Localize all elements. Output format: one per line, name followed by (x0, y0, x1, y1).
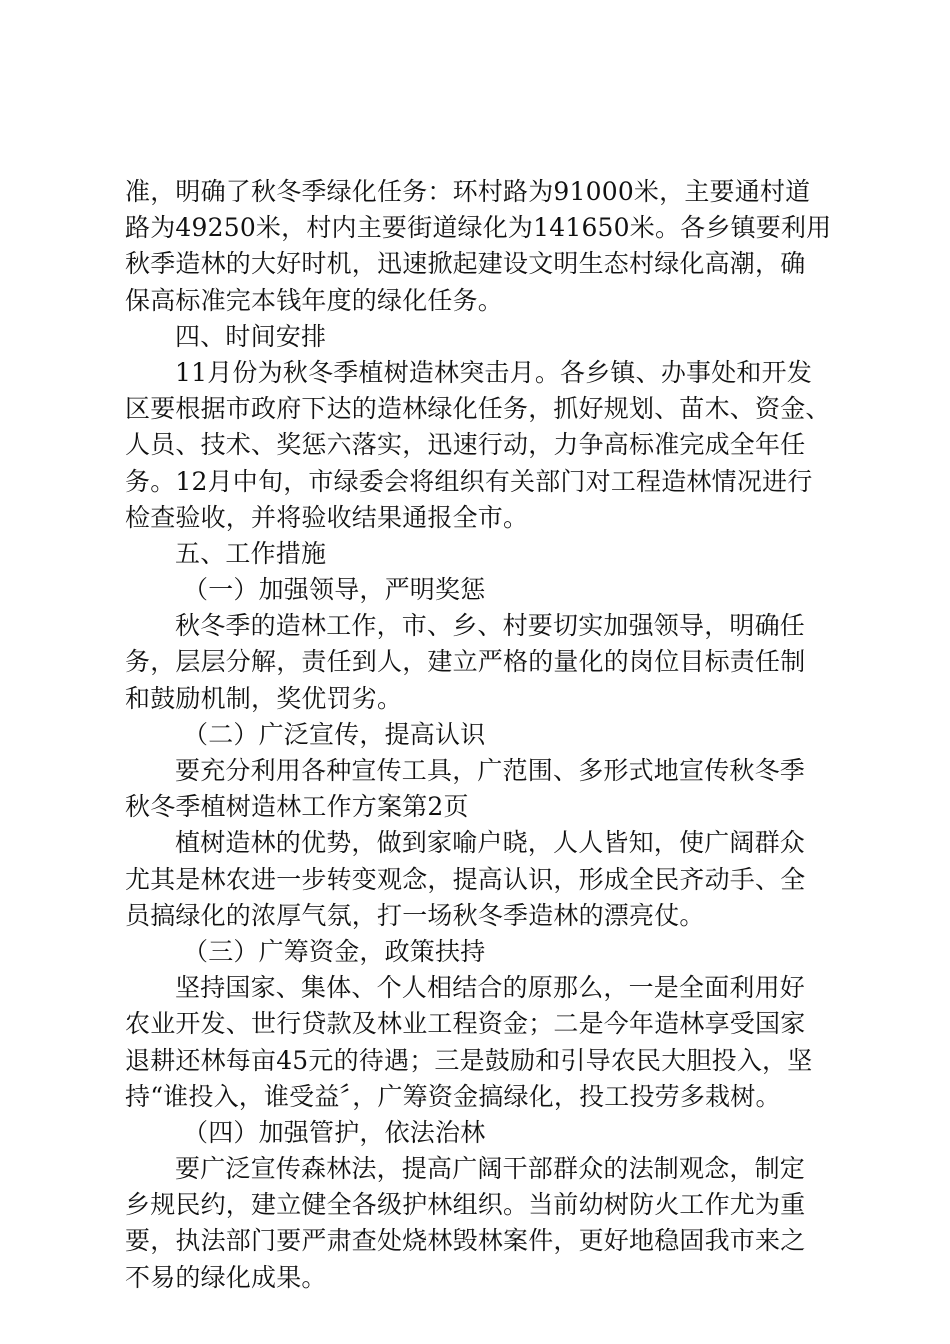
text-line: 四、时间安排 (175, 321, 327, 351)
text-line: 坚持国家、集体、个人相结合的原那么，一是全面利用好 (175, 973, 806, 1003)
text-line: 检查验收，并将验收结果通报全市。 (125, 502, 529, 532)
text-line: 不易的绿化成果。 (125, 1262, 327, 1292)
text-line: 要充分利用各种宣传工具，广范围、多形式地宣传秋冬季 (175, 756, 806, 785)
text-line: 乡规民约，建立健全各级护林组织。当前幼树防火工作尤为重 (125, 1190, 806, 1220)
text-line: （三）广筹资金，政策扶持 (183, 936, 486, 966)
text-line: 区要根据市政府下达的造林绿化任务，抓好规划、苗木、资金、 (125, 394, 831, 424)
text-line: 和鼓励机制，奖优罚劣。 (125, 683, 403, 713)
text-line: 秋冬季的造林工作，市、乡、村要切实加强领导，明确任 (175, 611, 806, 641)
text-line: 路为49250米，村内主要街道绿化为141650米。各乡镇要利用 (125, 213, 832, 243)
text-line: 务。12月中旬，市绿委会将组织有关部门对工程造林情况进行 (125, 466, 813, 496)
text-line: 植树造林的优势，做到家喻户晓，人人皆知，使广阔群众 (175, 828, 806, 858)
text-line: 务，层层分解，责任到人，建立严格的量化的岗位目标责任制 (125, 647, 806, 677)
text-line: 持“谁投入，谁受益〞，广筹资金搞绿化，投工投劳多栽树。 (125, 1081, 781, 1111)
text-line: 农业开发、世行贷款及林业工程资金；二是今年造林享受国家 (125, 1009, 806, 1039)
text-line: 秋冬季植树造林工作方案第2页 (125, 792, 469, 822)
text-line: 准，明确了秋冬季绿化任务：环村路为91000米，主要通村道 (125, 177, 811, 206)
text-line: （一）加强领导，严明奖惩 (183, 575, 486, 605)
text-line: 11月份为秋冬季植树造林突击月。各乡镇、办事处和开发 (175, 357, 813, 387)
text-line: （四）加强管护，依法治林 (183, 1117, 486, 1147)
text-line: 尤其是林农进一步转变观念，提高认识，形成全民齐动手、全 (125, 864, 806, 894)
text-line: 要，执法部门要严肃查处烧林毁林案件，更好地稳固我市来之 (125, 1226, 806, 1256)
text-line: 秋季造林的大好时机，迅速掀起建设文明生态村绿化高潮，确 (125, 249, 806, 279)
text-line: 保高标准完本钱年度的绿化任务。 (125, 285, 504, 315)
text-line: （二）广泛宣传，提高认识 (183, 719, 486, 749)
text-line: 人员、技术、奖惩六落实，迅速行动，力争高标准完成全年任 (125, 430, 806, 460)
text-line: 五、工作措施 (175, 538, 327, 568)
text-line: 退耕还林每亩45元的待遇；三是鼓励和引导农民大胆投入，坚 (125, 1045, 813, 1075)
text-line: 要广泛宣传森林法，提高广阔干部群众的法制观念，制定 (175, 1154, 806, 1184)
document-body (125, 174, 830, 1296)
text-line: 员搞绿化的浓厚气氛，打一场秋冬季造林的漂亮仗。 (125, 900, 705, 930)
